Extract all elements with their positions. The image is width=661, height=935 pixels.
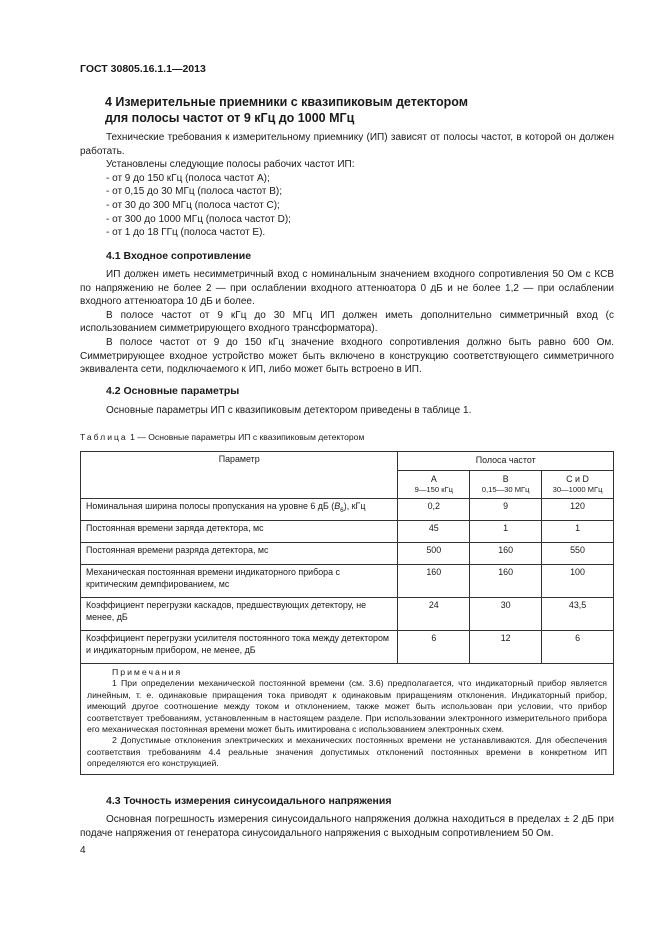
param-cell: Постоянная времени разряда детектора, мс (81, 543, 398, 565)
section-4-3-para: Основная погрешность измерения синусоидального напряжения должна находиться в пределах ± 2 дБ при подаче напряжения от генератора синусоидального напряжения с выходным сопротивлением 50 Ом. (80, 814, 614, 839)
document-header: ГОСТ 30805.16.1.1—2013 (80, 63, 206, 75)
value-cell: 500 (398, 543, 470, 565)
page-number: 4 (80, 845, 86, 856)
section-4-body (80, 131, 614, 240)
section-4-2-title: 4.2 Основные параметры (106, 385, 240, 397)
param-var: B (334, 501, 341, 511)
section-4-title (105, 94, 575, 126)
value-cell: 24 (398, 598, 470, 631)
table-notes (81, 664, 614, 775)
value-cell: 120 (542, 499, 614, 521)
note-item: 1 При определении механической постоянной времени (см. 3.6) предполагается, что индикаторный прибор является линейным, т. е. одинаковые приращения тока приводят к одинаковым приращениям отклонения. Индикаторный прибор, имеющий другое соотношение между током и отклонением, также может быть использован при условии, что прибор соответствует требованиям, установленным в настоящем разделе. При использовании электронного измерительного прибора его механическая постоянная времени может быть имитирована с использованием электронных схем. (87, 678, 607, 735)
table-row (81, 543, 614, 565)
band-item: - от 1 до 18 ГГц (полоса частот Е). (106, 227, 266, 239)
value-cell: 1 (542, 521, 614, 543)
section-4-title-line1: 4 Измерительные приемники с квазипиковым детектором (105, 95, 468, 109)
section-4-1-body (80, 268, 614, 377)
value-cell: 0,2 (398, 499, 470, 521)
param-cell: Коэффициент перегрузки усилителя постоянного тока между детектором и индикаторным прибором, не менее, дБ (81, 631, 398, 664)
column-header-group: Полоса частот (398, 452, 614, 471)
band-range: 30—1000 МГц (552, 485, 603, 494)
section-4-1-para: ИП должен иметь несимметричный вход с номинальным значением входного сопротивления 50 Ом с КСВ по напряжению не более 2 — при ослаблении входного аттенюатора 0 дБ и не более 1,2 — при ослаблении входного аттенюатора 10 дБ и более. (80, 269, 614, 308)
table-row (81, 499, 614, 521)
param-cell: Коэффициент перегрузки каскадов, предшествующих детектору, не менее, дБ (81, 598, 398, 631)
notes-title: Примечания (112, 667, 183, 677)
band-range: 0,15—30 МГц (481, 485, 530, 494)
value-cell: 12 (470, 631, 542, 664)
param-sub: 6 (340, 506, 344, 514)
band-item: - от 0,15 до 30 МГц (полоса частот В); (106, 186, 283, 198)
param-cell: Постоянная времени заряда детектора, мс (81, 521, 398, 543)
param-cell (81, 499, 398, 521)
value-cell: 6 (398, 631, 470, 664)
value-cell: 550 (542, 543, 614, 565)
value-cell: 45 (398, 521, 470, 543)
table-caption-text: 1 — Основные параметры ИП с квазипиковым детектором (127, 432, 365, 442)
band-name: В (502, 473, 509, 484)
section-4-1-title: 4.1 Входное сопротивление (106, 250, 252, 262)
band-name: С и D (566, 473, 589, 484)
column-header-band-b (470, 470, 542, 499)
table-row (81, 565, 614, 598)
section-4-2-para: Основные параметры ИП с квазипиковым детектором приведены в таблице 1. (106, 405, 472, 416)
section-4-para: Технические требования к измерительному приемнику (ИП) зависят от полосы частот, в которой он должен работать. (80, 132, 614, 157)
param-text: Номинальная ширина полосы пропускания на уровне 6 дБ ( (86, 501, 335, 511)
table-notes-row (81, 664, 614, 775)
value-cell: 6 (542, 631, 614, 664)
section-4-title-line2: для полосы частот от 9 кГц до 1000 МГц (105, 111, 355, 125)
value-cell: 9 (470, 499, 542, 521)
value-cell: 160 (470, 565, 542, 598)
table-row (81, 521, 614, 543)
section-4-3-body (80, 813, 614, 840)
bands-intro: Установлены следующие полосы рабочих частот ИП: (106, 159, 355, 171)
value-cell: 1 (470, 521, 542, 543)
table-caption (80, 432, 364, 442)
value-cell: 43,5 (542, 598, 614, 631)
section-4-1-para: В полосе частот от 9 кГц до 30 МГц ИП должен иметь дополнительно симметричный вход (с использованием симметрирующего входного трансформатора). (80, 309, 614, 335)
parameters-table (80, 451, 614, 775)
table-row (81, 631, 614, 664)
value-cell: 160 (470, 543, 542, 565)
band-range: 9—150 кГц (414, 485, 453, 494)
param-text: ), кГц (343, 501, 366, 511)
column-header-band-a (398, 470, 470, 499)
value-cell: 160 (398, 565, 470, 598)
band-item: - от 9 до 150 кГц (полоса частот А); (106, 172, 270, 184)
column-header-band-cd (542, 470, 614, 499)
section-4-3-title: 4.3 Точность измерения синусоидального напряжения (106, 795, 392, 807)
band-item: - от 300 до 1000 МГц (полоса частот D); (106, 213, 291, 225)
table-row (81, 598, 614, 631)
value-cell: 30 (470, 598, 542, 631)
band-item: - от 30 до 300 МГц (полоса частот С); (106, 199, 280, 211)
table-caption-label: Таблица (80, 432, 128, 442)
band-name: А (430, 473, 437, 484)
column-header-param: Параметр (81, 452, 398, 499)
section-4-2-body (80, 404, 614, 418)
section-4-1-para: В полосе частот от 9 до 150 кГц значение входного сопротивления должно быть равно 600 Ом. Симметрирующее входное устройство может быть включено в конструкцию соответствующего симметричного эквивалента сети, подключаемого к ИП, либо может быть встроено в ИП. (80, 336, 614, 376)
param-cell: Механическая постоянная времени индикаторного прибора с критическим демпфированием, мс (81, 565, 398, 598)
note-item: 2 Допустимые отклонения электрических и механических постоянных времени не устанавливаются. Для обеспечения соответствия требованиям 4.4 реальные значения допустимых отклонений постоянных времени в конкретном ИП определяются его конструкцией. (87, 735, 607, 769)
table-header-row (81, 452, 614, 471)
value-cell: 100 (542, 565, 614, 598)
